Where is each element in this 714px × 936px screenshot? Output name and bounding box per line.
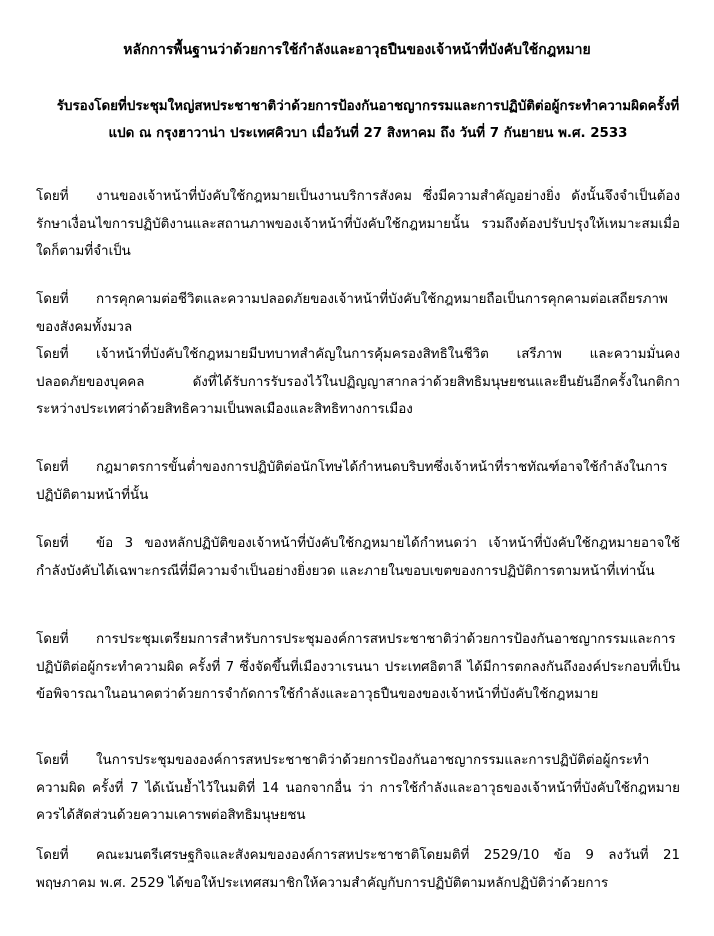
paragraph-text: เจ้าหน้าที่บังคับใช้กฎหมายมีบทบาทสำคัญในการคุ้มครองสิทธิในชีวิต เสรีภาพ และความมั่นคงปลอดภัยของบุคคล ดังที่ได้รับการรับรองไว้ในปฏิญญาสากลว่าด้วยสิทธิมนุษยชนและยืนยันอีกครั้งในกติการะหว่างประเทศว่าด้วยสิทธิความเป็นพลเมืองและสิทธิทางการเมือง bbox=[36, 347, 680, 417]
whereas-label: โดยที่ bbox=[36, 347, 69, 362]
whereas-label: โดยที่ bbox=[36, 848, 69, 863]
whereas-label: โดยที่ bbox=[36, 536, 69, 551]
paragraph-text: การคุกคามต่อชีวิตและความปลอดภัยของเจ้าหน้าที่บังคับใช้กฎหมายถือเป็นการคุกคามต่อเสถียรภาพของสังคมทั้งมวล bbox=[36, 292, 668, 335]
whereas-label: โดยที่ bbox=[36, 460, 69, 475]
paragraph-text: คณะมนตรีเศรษฐกิจและสังคมขององค์การสหประชาชาติโดยมติที่ 2529/10 ข้อ 9 ลงวันที่ 21 พฤษภาคม พ.ศ. 2529 ได้ขอให้ประเทศสมาชิกให้ความสำคัญกับการปฏิบัติตามหลักปฏิบัติว่าด้วยการ bbox=[36, 848, 680, 891]
paragraph-text: การประชุมเตรียมการสำหรับการประชุมองค์การสหประชาชาติว่าด้วยการป้องกันอาชญากรรมและการปฏิบัติต่อผู้กระทำความผิด ครั้งที่ 7 ซึ่งจัดขึ้นที่เมืองวาเรนนา ประเทศอิตาลี ได้มีการตกลงกันถึงองค์ประกอบที่เป็นข้อพิจารณาในอนาคตว่าด้วยการจำกัดการใช้กำลังและอาวุธปืนของของเจ้าหน้าที่บังคับใช้กฎหมาย bbox=[36, 632, 680, 702]
whereas-paragraph-7 bbox=[36, 747, 680, 830]
whereas-label: โดยที่ bbox=[36, 632, 69, 647]
whereas-paragraph-8 bbox=[36, 842, 680, 897]
whereas-label: โดยที่ bbox=[36, 292, 69, 307]
paragraph-text: ข้อ 3 ของหลักปฏิบัติของเจ้าหน้าที่บังคับใช้กฎหมายได้กำหนดว่า เจ้าหน้าที่บังคับใช้กฎหมายอาจใช้กำลังบังคับได้เฉพาะกรณีที่มีความจำเป็นอย่างยิ่งยวด และภายในขอบเขตของการปฏิบัติการตามหน้าที่เท่านั้น bbox=[36, 536, 680, 579]
document-title: หลักการพื้นฐานว่าด้วยการใช้กำลังและอาวุธปืนของเจ้าหน้าที่บังคับใช้กฎหมาย bbox=[123, 42, 591, 58]
whereas-paragraph-4 bbox=[36, 454, 680, 509]
whereas-paragraph-3 bbox=[36, 341, 680, 424]
whereas-paragraph-2 bbox=[36, 286, 680, 341]
whereas-paragraph-5 bbox=[36, 530, 680, 585]
whereas-label: โดยที่ bbox=[36, 189, 69, 204]
whereas-paragraph-6 bbox=[36, 626, 680, 709]
document-subtitle: รับรองโดยที่ประชุมใหญ่สหประชาชาติว่าด้วยการป้องกันอาชญากรรมและการปฏิบัติต่อผู้กระทำความผิดครั้งที่แปด ณ กรุงฮาวาน่า ประเทศคิวบา เมื่อวันที่ 27 สิงหาคม ถึง วันที่ 7 กันยายน พ.ศ. 2533 bbox=[56, 99, 680, 141]
paragraph-text: ในการประชุมขององค์การสหประชาชาติว่าด้วยการป้องกันอาชญากรรมและการปฏิบัติต่อผู้กระทำความผิด ครั้งที่ 7 ได้เน้นย้ำไว้ในมติที่ 14 นอกจากอื่น ว่า การใช้กำลังและอาวุธของเจ้าหน้าที่บังคับใช้กฎหมายควรได้สัดส่วนด้วยความเคารพต่อสิทธิมนุษยชน bbox=[36, 753, 680, 823]
paragraph-text: กฎมาตรการขั้นต่ำของการปฏิบัติต่อนักโทษได้กำหนดบริบทซึ่งเจ้าหน้าที่ราชทัณฑ์อาจใช้กำลังในการปฏิบัติตามหน้าที่นั้น bbox=[36, 460, 668, 503]
paragraph-text: งานของเจ้าหน้าที่บังคับใช้กฎหมายเป็นงานบริการสังคม ซึ่งมีความสำคัญอย่างยิ่ง ดังนั้นจึงจำเป็นต้องรักษาเงื่อนไขการปฏิบัติงานและสถานภาพของเจ้าหน้าที่บังคับใช้กฎหมายนั้น รวมถึงต้องปรับปรุงให้เหมาะสมเมื่อใดก็ตามที่จำเป็น bbox=[36, 189, 680, 259]
whereas-label: โดยที่ bbox=[36, 753, 69, 768]
whereas-paragraph-1 bbox=[36, 183, 680, 266]
